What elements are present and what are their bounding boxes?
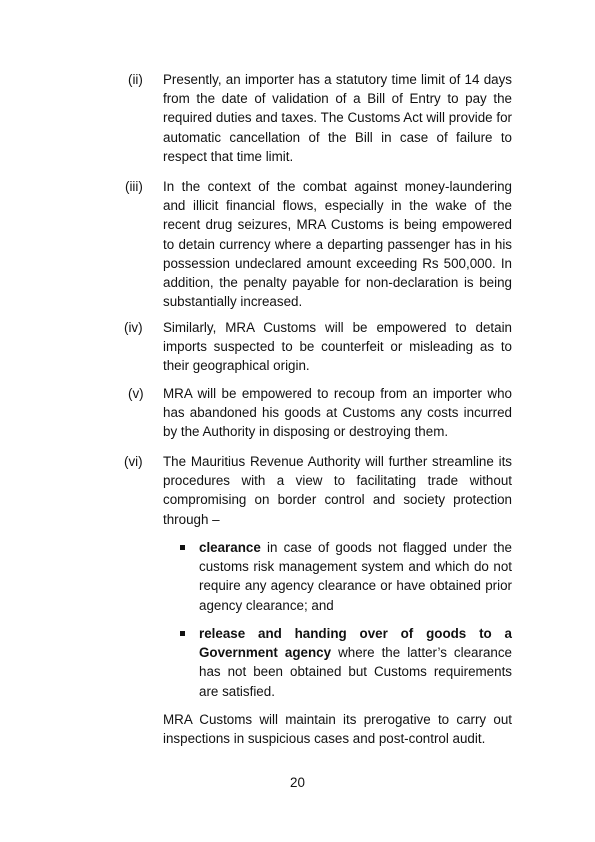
bullet-item-clearance bbox=[180, 538, 512, 615]
bullet-body: where the latter’s clearance has not been obtained but Customs requirements are satisfied. bbox=[199, 645, 512, 699]
bullet-item-release bbox=[180, 624, 512, 701]
item-text: Similarly, MRA Customs will be empowered to detain imports suspected to be counterfeit or misleading as to their geographical origin. bbox=[163, 320, 512, 374]
item-number: (ii) bbox=[128, 72, 143, 87]
item-number: (vi) bbox=[124, 454, 143, 469]
bullet-text bbox=[199, 624, 512, 701]
list-item-v bbox=[118, 384, 512, 442]
closing-paragraph: MRA Customs will maintain its prerogative to carry out inspections in suspicious cases and post-control audit. bbox=[163, 712, 512, 747]
item-text: In the context of the combat against money-laundering and illicit financial flows, especially in the wake of the recent drug seizures, MRA Customs is being empowered to detain currency where a departing passenger has in his possession undeclared amount exceeding Rs 500,000. In addition, the penalty payable for non-declaration is being substantially increased. bbox=[163, 179, 512, 310]
item-number: (iii) bbox=[125, 179, 143, 194]
bullet-bold-term: clearance bbox=[199, 540, 261, 555]
item-text: Presently, an importer has a statutory time limit of 14 days from the date of validation of a Bill of Entry to pay the required duties and taxes. The Customs Act will provide for automatic cancellation of the Bill in case of failure to respect that time limit. bbox=[163, 72, 512, 164]
item-text: MRA will be empowered to recoup from an importer who has abandoned his goods at Customs any costs incurred by the Authority in disposing or destroying them. bbox=[163, 386, 512, 440]
bullet-text bbox=[199, 538, 512, 615]
list-item-vi bbox=[118, 452, 512, 529]
list-item-iii bbox=[118, 177, 512, 311]
bullet-body: in case of goods not flagged under the customs risk management system and which do not require any agency clearance or have obtained prior agency clearance; and bbox=[199, 540, 512, 613]
item-number: (v) bbox=[128, 386, 144, 401]
list-item-ii bbox=[118, 70, 512, 166]
item-number: (iv) bbox=[124, 320, 143, 335]
item-text: The Mauritius Revenue Authority will further streamline its procedures with a view to facilitating trade without compromising on border control and society protection through – bbox=[163, 454, 512, 527]
page-number: 20 bbox=[290, 775, 305, 790]
bullet-square-icon bbox=[180, 631, 185, 636]
list-item-iv bbox=[118, 318, 512, 376]
bullet-square-icon bbox=[180, 545, 185, 550]
bullet-bold-term: release and handing over of goods to a Government agency bbox=[199, 626, 512, 661]
